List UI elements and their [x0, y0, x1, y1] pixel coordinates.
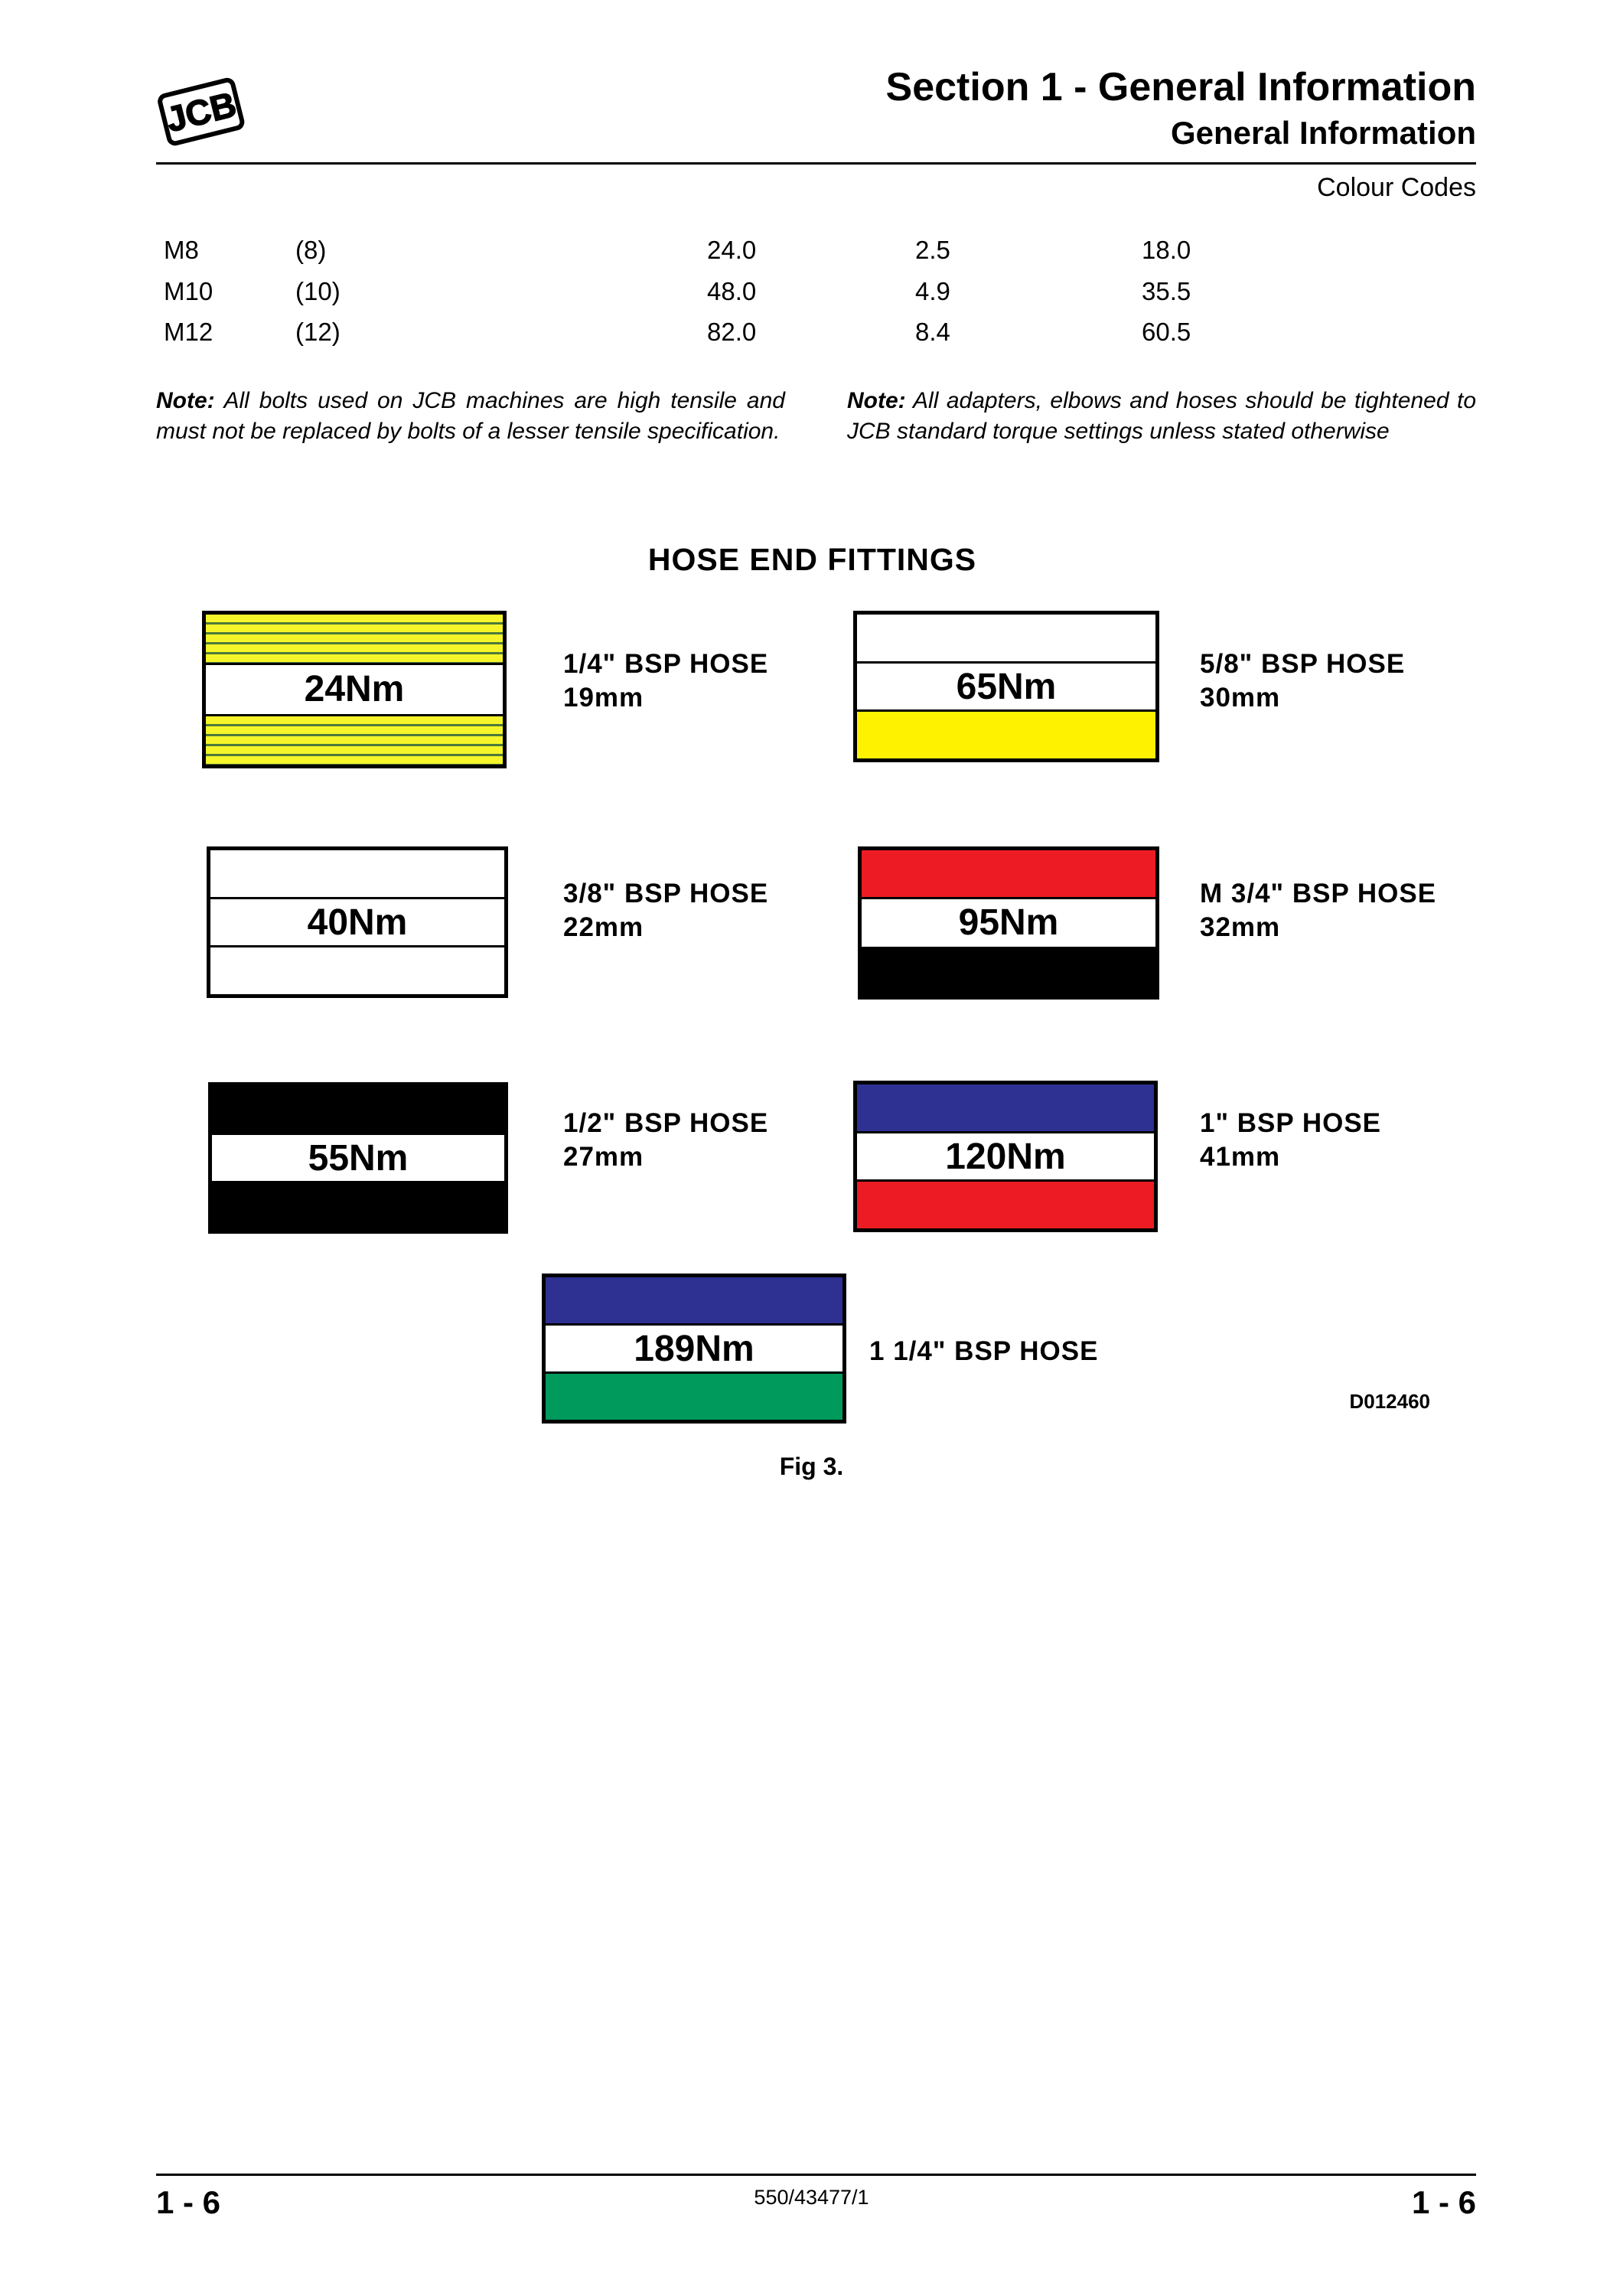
swatch-top-band	[206, 615, 503, 663]
swatch-top-band	[862, 850, 1155, 897]
note-label: Note:	[847, 388, 906, 413]
hose-size: 1/4" BSP HOSE	[563, 649, 769, 679]
colour-swatch-120nm	[853, 1081, 1158, 1232]
note-bolts	[156, 386, 785, 447]
hose-size: 3/8" BSP HOSE	[563, 879, 769, 908]
swatch-bottom-band	[210, 947, 504, 994]
swatch-bottom-band	[546, 1374, 842, 1420]
section-title: Section 1 - General Information	[885, 65, 1476, 109]
torque-value-3: 35.5	[1142, 277, 1191, 305]
swatch-top-band	[857, 615, 1155, 661]
torque-value-2: 8.4	[915, 318, 950, 346]
page-number-left: 1 - 6	[156, 2184, 221, 2220]
colour-swatch-95nm	[858, 846, 1159, 1000]
note-text: All adapters, elbows and hoses should be tightened to JCB standard torque settings unless stated otherwise	[847, 388, 1476, 444]
hose-size: 1/2" BSP HOSE	[563, 1108, 769, 1138]
colour-swatch-55nm	[208, 1082, 508, 1234]
document-number: 550/43477/1	[754, 2186, 869, 2209]
hose-spanner-size: 27mm	[563, 1142, 644, 1172]
footer-rule	[156, 2174, 1476, 2176]
hose-spanner-size: 32mm	[1200, 912, 1281, 942]
swatch-torque-label: 55Nm	[212, 1133, 504, 1184]
torque-value-3: 60.5	[1142, 318, 1191, 346]
hose-spanner-size: 41mm	[1200, 1142, 1281, 1172]
bolt-ref: (8)	[295, 236, 327, 264]
colour-swatch-189nm	[542, 1274, 846, 1424]
swatch-bottom-band	[212, 1183, 504, 1230]
swatch-bottom-band	[857, 1182, 1154, 1228]
swatch-bottom-band	[857, 712, 1155, 758]
bolt-size: M8	[164, 236, 199, 264]
hose-spanner-size: 30mm	[1200, 683, 1281, 713]
table-row	[164, 277, 1312, 315]
hose-label-five-eighth-inch	[1200, 647, 1405, 715]
bolt-size: M12	[164, 318, 213, 346]
swatch-bottom-band	[862, 949, 1155, 996]
torque-value-2: 2.5	[915, 236, 950, 264]
topic-heading: Colour Codes	[1317, 173, 1476, 202]
colour-swatch-24nm	[202, 611, 507, 768]
hose-label-half-inch	[563, 1107, 768, 1174]
note-label: Note:	[156, 388, 215, 413]
swatch-torque-label: 189Nm	[546, 1323, 842, 1374]
hose-size: 1" BSP HOSE	[1200, 1108, 1382, 1138]
hose-spanner-size: 19mm	[563, 683, 644, 713]
note-adapters	[847, 386, 1476, 447]
swatch-top-band	[210, 850, 504, 897]
torque-value-1: 24.0	[707, 236, 757, 264]
hose-spanner-size: 22mm	[563, 912, 644, 942]
swatch-top-band	[546, 1277, 842, 1323]
swatch-torque-label: 24Nm	[206, 663, 503, 716]
logo-text: JCB	[161, 83, 240, 140]
torque-value-1: 82.0	[707, 318, 757, 346]
swatch-torque-label: 120Nm	[857, 1131, 1154, 1182]
hose-size: M 3/4" BSP HOSE	[1200, 879, 1437, 908]
swatch-torque-label: 40Nm	[210, 897, 504, 948]
figure-caption: Fig 3.	[779, 1453, 844, 1480]
jcb-logo	[156, 70, 246, 155]
torque-value-2: 4.9	[915, 277, 950, 305]
figure-title-text: HOSE END FITTINGS	[647, 542, 977, 577]
table-row	[164, 236, 1312, 274]
swatch-torque-label: 95Nm	[862, 897, 1155, 948]
hose-label-three-eighth-inch	[563, 877, 768, 944]
hose-size: 1 1/4" BSP HOSE	[869, 1336, 1099, 1366]
bolt-ref: (12)	[295, 318, 341, 346]
torque-value-1: 48.0	[707, 277, 757, 305]
hose-size: 5/8" BSP HOSE	[1200, 649, 1406, 679]
header-rule	[156, 162, 1476, 165]
colour-swatch-65nm	[853, 611, 1159, 762]
note-text: All bolts used on JCB machines are high tensile and must not be replaced by bolts of a lesser tensile specification.	[156, 388, 785, 444]
table-row	[164, 318, 1312, 356]
hose-label-one-inch	[1200, 1107, 1381, 1174]
figure-title	[0, 542, 1623, 578]
bolt-size: M10	[164, 277, 213, 305]
swatch-bottom-band	[206, 716, 503, 765]
bolt-ref: (10)	[295, 277, 341, 305]
sub-title: General Information	[1170, 115, 1476, 151]
swatch-top-band	[857, 1084, 1154, 1131]
swatch-top-band	[212, 1086, 504, 1133]
hose-label-one-and-quarter-inch	[869, 1335, 1098, 1368]
colour-swatch-40nm	[207, 846, 508, 998]
hose-label-three-quarter-inch	[1200, 877, 1436, 944]
torque-value-3: 18.0	[1142, 236, 1191, 264]
drawing-id: D012460	[1349, 1390, 1430, 1413]
hose-label-quarter-inch	[563, 647, 768, 715]
swatch-torque-label: 65Nm	[857, 661, 1155, 713]
page-number-right: 1 - 6	[1411, 2184, 1476, 2220]
